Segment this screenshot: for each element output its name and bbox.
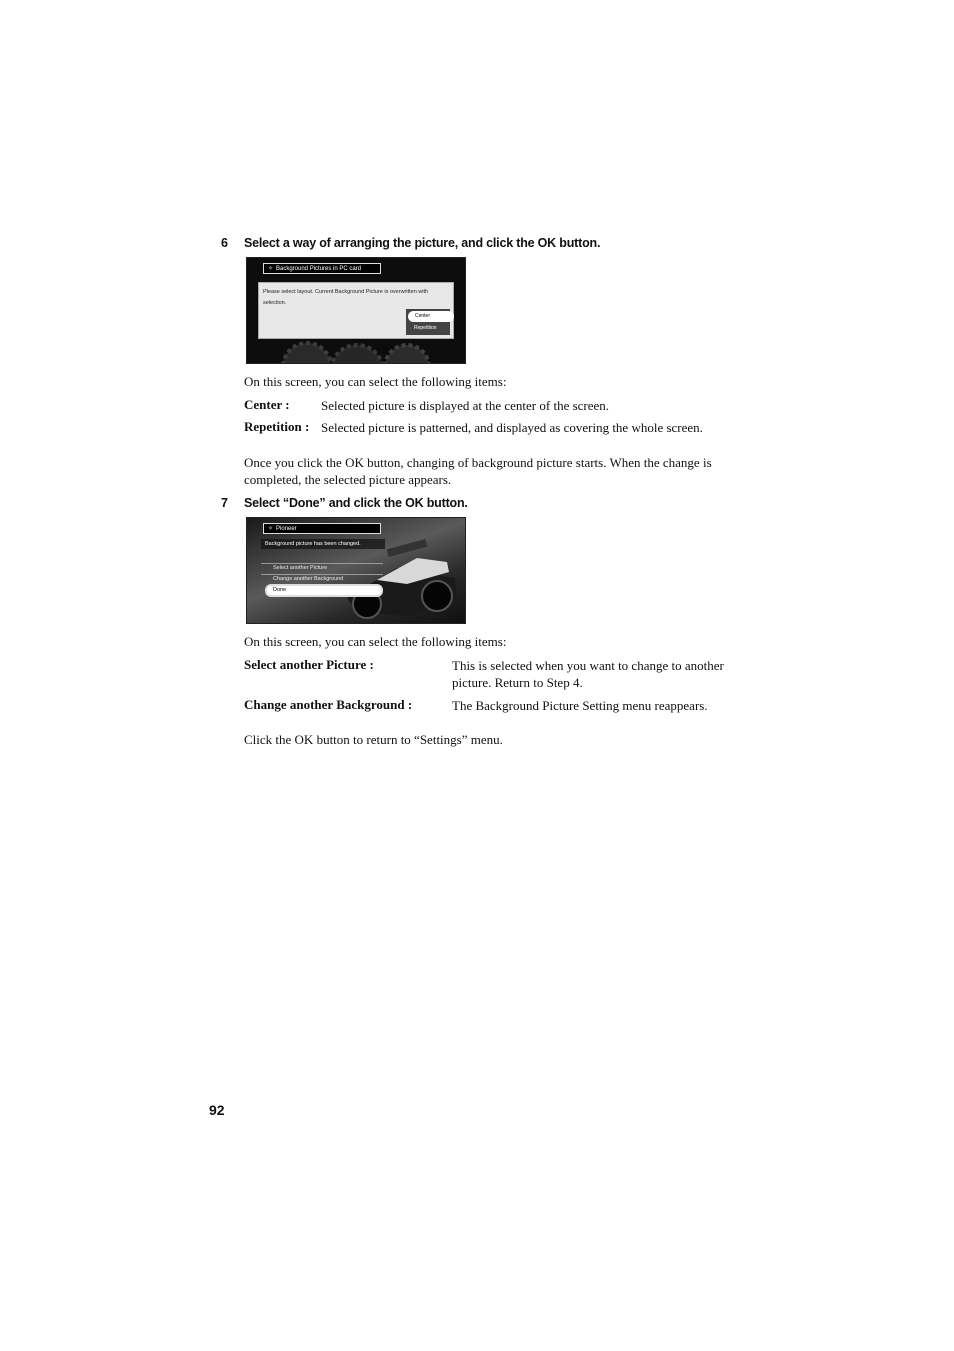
- layout-buttons: [406, 309, 450, 335]
- screen-title: Pioneer: [276, 526, 297, 532]
- desc-center: Selected picture is displayed at the center of the screen.: [321, 398, 610, 413]
- paragraph-1: Once you click the OK button, changing of background picture starts. When the change is completed, the selected picture appears.: [244, 455, 712, 487]
- desc-change-another-background: The Background Picture Setting menu reappears.: [452, 698, 708, 713]
- term-center: Center :: [244, 397, 290, 412]
- screen-title: Background Pictures in PC card: [276, 266, 362, 272]
- pioneer-logo-icon: ✧: [268, 266, 274, 272]
- repetition-button[interactable]: Repetition: [414, 325, 437, 331]
- desc-select-another-picture: This is selected when you want to change to another picture. Return to Step 4.: [452, 658, 724, 690]
- done-screenshot: [246, 517, 466, 624]
- intro-text-1: On this screen, you can select the following items:: [244, 374, 507, 389]
- race-car-graphic: [337, 538, 465, 623]
- center-button[interactable]: Center: [408, 311, 454, 322]
- step-number: 7: [221, 496, 228, 510]
- paragraph-2: Click the OK button to return to “Settings” menu.: [244, 732, 503, 747]
- term-select-another-picture: Select another Picture :: [244, 657, 374, 672]
- step-number: 6: [221, 236, 228, 250]
- screen-title-bar: [263, 263, 381, 274]
- step-text: Select “Done” and click the OK button.: [244, 496, 468, 510]
- layout-selection-screenshot: [246, 257, 466, 364]
- term-repetition: Repetition :: [244, 419, 310, 434]
- page-number: 92: [209, 1102, 225, 1118]
- message-text: Please select layout. Current Background Picture is overwritten with selection.: [263, 289, 429, 306]
- gears-background-graphic: [277, 337, 437, 364]
- select-another-picture-option[interactable]: Select another Picture: [273, 565, 328, 571]
- term-change-another-background: Change another Background :: [244, 697, 413, 712]
- step-7-heading: [221, 496, 468, 510]
- screen-title-bar: [263, 523, 381, 534]
- step-6-heading: [221, 236, 600, 250]
- message-text: Background picture has been changed.: [261, 539, 385, 549]
- done-option[interactable]: Done: [265, 584, 383, 597]
- desc-repetition: Selected picture is patterned, and displayed as covering the whole screen.: [321, 420, 703, 435]
- change-another-background-option[interactable]: Change another Background: [273, 576, 344, 582]
- step-text: Select a way of arranging the picture, and click the OK button.: [244, 236, 601, 250]
- intro-text-2: On this screen, you can select the following items:: [244, 634, 507, 649]
- message-panel: [258, 282, 454, 339]
- pioneer-logo-icon: ✧: [268, 526, 274, 532]
